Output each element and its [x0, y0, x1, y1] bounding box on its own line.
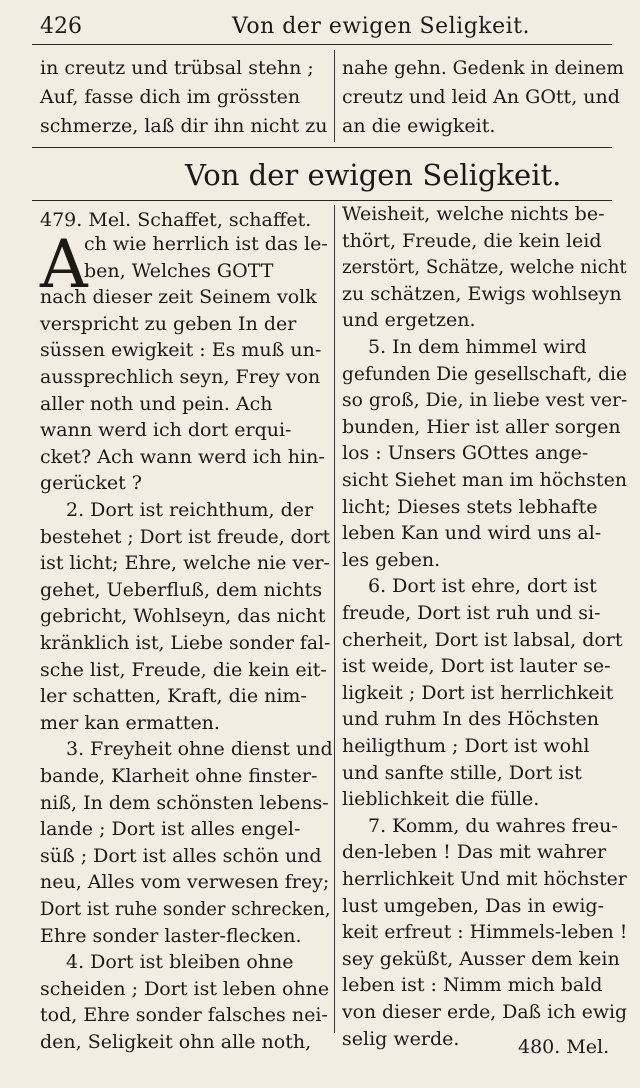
- text-line: aussprechlich seyn, Frey von: [40, 366, 321, 388]
- drop-cap: A: [40, 226, 88, 303]
- text-line: gerücket ?: [40, 472, 142, 495]
- section-title-rule: [32, 200, 612, 201]
- text-line: lieblichkeit die fülle.: [342, 788, 540, 811]
- text-line: bestehet ; Dort ist freude, dort: [40, 525, 331, 548]
- text-line: sche list, Freude, die kein eit-: [40, 658, 327, 681]
- section-title: Von der ewigen Seligkeit.: [185, 158, 562, 192]
- text-line: bunden, Hier ist aller sorgen: [342, 415, 621, 438]
- text-line: ligkeit ; Dort ist herrlichkeit: [342, 681, 614, 704]
- next-hymn-catchword: 480. Mel.: [518, 1036, 610, 1058]
- carryover-column-divider: [334, 50, 335, 142]
- text-line: les geben.: [342, 548, 441, 571]
- text-line: 7. Komm, du wahres freu-: [368, 814, 618, 837]
- text-line: mer kan ermatten.: [40, 711, 220, 734]
- text-line: 2. Dort ist reichthum, der: [66, 499, 314, 521]
- text-line: gefunden Die gesellschaft, die: [342, 362, 627, 385]
- running-title: Von der ewigen Seligkeit.: [232, 14, 531, 39]
- text-line: Weisheit, welche nichts be-: [342, 203, 605, 225]
- text-line: herrlichkeit Und mit höchster: [342, 868, 627, 890]
- hymn-number: 479.: [40, 209, 83, 231]
- text-line: thört, Freude, die kein leid: [342, 229, 602, 252]
- text-line: gehet, Ueberfluß, dem nichts: [40, 578, 323, 601]
- text-line: 3. Freyheit ohne dienst und: [66, 738, 333, 761]
- page-header: [32, 14, 622, 42]
- text-line: süssen ewigkeit : Es muß un-: [40, 339, 322, 362]
- text-line: neu, Alles vom verwesen frey;: [40, 871, 330, 894]
- text-line: ch wie herrlich ist das le-: [84, 233, 328, 255]
- text-line: kränklich ist, Liebe sonder fal-: [40, 632, 331, 654]
- text-line: wann werd ich dort erqui-: [40, 419, 292, 442]
- text-line: keit erfreut : Himmels-leben !: [342, 921, 628, 944]
- text-line: Auf, fasse dich im grössten: [40, 86, 301, 108]
- text-line: den-leben ! Das mit wahrer: [342, 841, 607, 864]
- hymn-column-divider: [334, 205, 335, 1033]
- page-number: 426: [40, 14, 82, 39]
- text-line: creutz und leid An GOtt, und: [342, 86, 620, 108]
- text-line: ist licht; Ehre, welche nie ver-: [40, 552, 330, 575]
- section-rule: [32, 147, 612, 148]
- hymn-melody: Mel. Schaffet, schaffet.: [88, 209, 312, 231]
- text-line: cherheit, Dort ist labsal, dort: [342, 628, 623, 651]
- header-rule: [32, 44, 612, 45]
- text-line: freude, Dort ist ruh und si-: [342, 602, 601, 624]
- text-line: zerstört, Schätze, welche nicht: [342, 256, 627, 279]
- text-line: selig werde.: [342, 1027, 460, 1050]
- text-line: heiligthum ; Dort ist wohl: [342, 735, 590, 757]
- text-line: schmerze, laß dir ihn nicht zu: [40, 115, 328, 137]
- text-line: sey geküßt, Ausser dem kein: [342, 947, 620, 970]
- text-line: 5. In dem himmel wird: [368, 336, 587, 358]
- text-line: sicht Siehet man im höchsten: [342, 469, 628, 491]
- text-line: Dort ist ruhe sonder schrecken,: [40, 898, 331, 920]
- text-line: und ruhm In des Höchsten: [342, 708, 600, 731]
- text-line: lande ; Dort ist alles engel-: [40, 818, 301, 841]
- text-line: und sanfte stille, Dort ist: [342, 761, 582, 784]
- text-line: ben, Welches GOTT: [84, 259, 274, 282]
- text-line: 6. Dort ist ehre, dort ist: [368, 575, 597, 598]
- text-line: tod, Ehre sonder falsches nei-: [40, 1004, 328, 1027]
- text-line: scheiden ; Dort ist leben ohne: [40, 977, 330, 1000]
- text-line: aller noth und pein. Ach: [40, 392, 273, 415]
- text-line: lust umgeben, Das in ewig-: [342, 894, 604, 917]
- text-line: und ergetzen.: [342, 309, 476, 332]
- text-line: bande, Klarheit ohne finster-: [40, 765, 318, 787]
- text-line: los : Unsers GOttes ange-: [342, 442, 589, 465]
- text-line: licht; Dieses stets lebhafte: [342, 495, 598, 518]
- text-line: von dieser erde, Daß ich ewig: [342, 1001, 628, 1023]
- text-line: nach dieser zeit Seinem volk: [40, 286, 317, 309]
- text-line: in creutz und trübsal stehn ;: [40, 57, 314, 79]
- text-line: süß ; Dort ist alles schön und: [40, 844, 322, 867]
- text-line: niß, In dem schönsten lebens-: [40, 791, 329, 814]
- text-line: gebricht, Wohlseyn, das nicht: [40, 605, 326, 628]
- text-line: zu schätzen, Ewigs wohlseyn: [342, 282, 622, 305]
- text-line: verspricht zu geben In der: [40, 312, 297, 335]
- text-line: Ehre sonder laster-flecken.: [40, 924, 302, 947]
- text-line: leben ist : Nimm mich bald: [342, 974, 603, 997]
- text-line: 4. Dort ist bleiben ohne: [66, 951, 294, 974]
- text-line: ler schatten, Kraft, die nim-: [40, 685, 307, 708]
- text-line: ist weide, Dort ist lauter se-: [342, 655, 611, 678]
- text-line: cket? Ach wann werd ich hin-: [40, 445, 325, 468]
- text-line: so groß, Die, in liebe vest ver-: [342, 389, 628, 412]
- text-line: den, Seligkeit ohn alle noth,: [40, 1031, 312, 1053]
- text-line: an die ewigkeit.: [342, 115, 496, 137]
- text-line: nahe gehn. Gedenk in deinem: [342, 57, 624, 79]
- text-line: leben Kan und wird uns al-: [342, 522, 602, 545]
